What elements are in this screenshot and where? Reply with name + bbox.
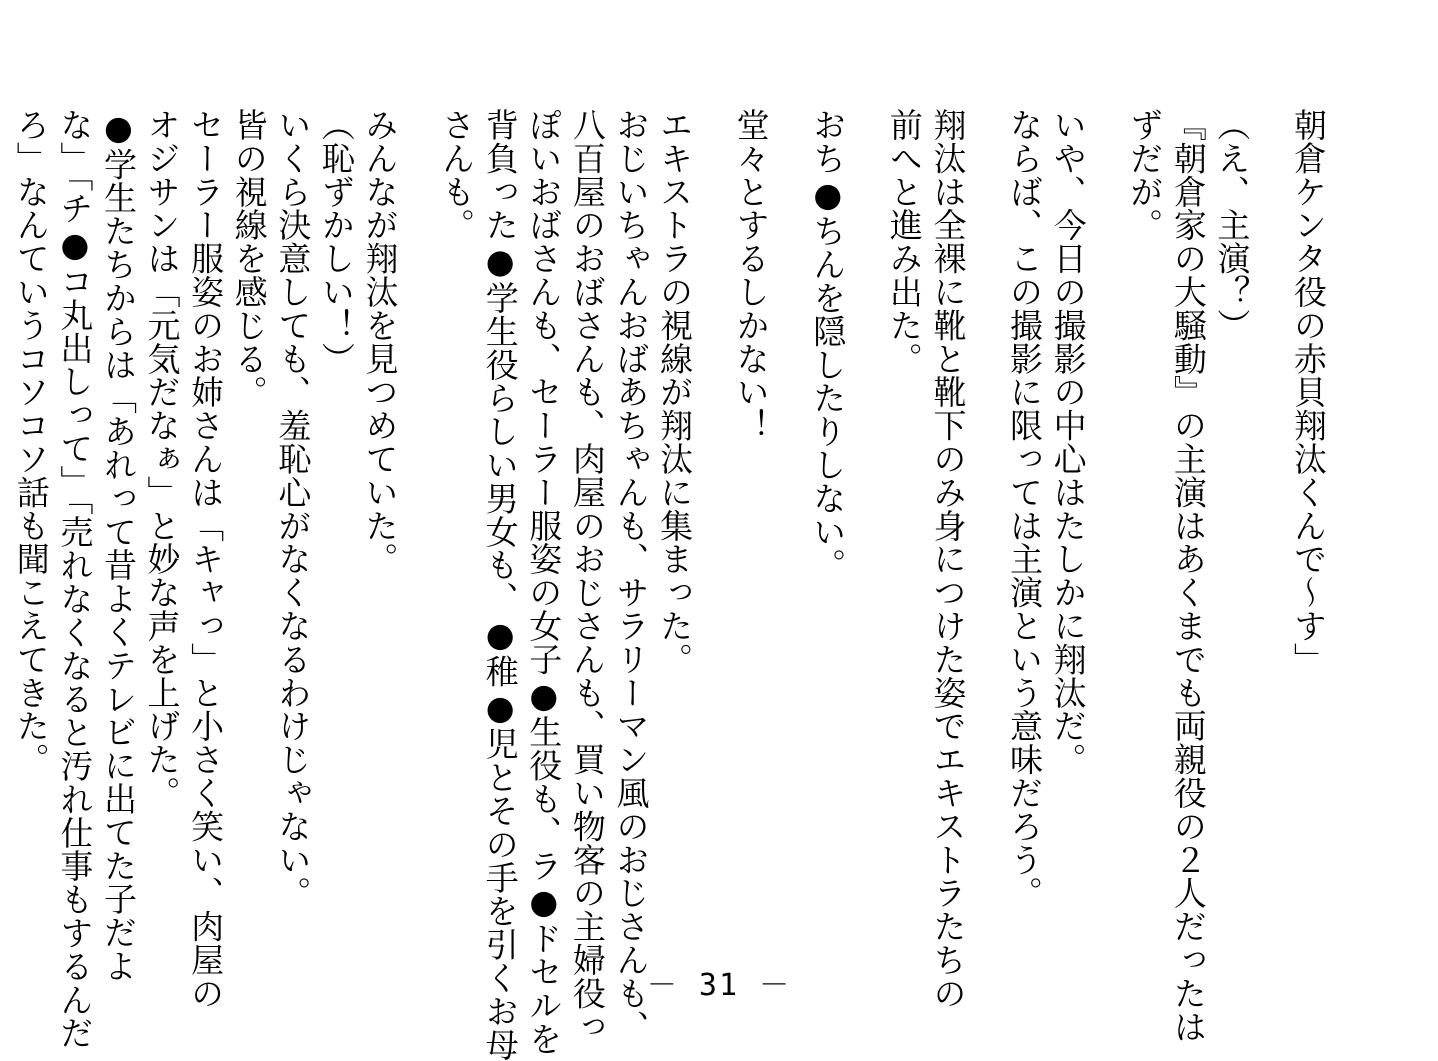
text-line: エキストラの視線が翔汰に集まった。 [655, 108, 695, 676]
text-line: ろ」なんていうコソコソ話も聞こえてきた。 [11, 108, 51, 776]
text-line: セーラー服姿のお姉さんは「キャっ」と小さく笑い、肉屋の [186, 108, 226, 1010]
text-line: 皆の視線を感じる。 [229, 108, 269, 409]
text-line [0, 108, 9, 928]
text-line: な」「チ●コ丸出しって」「売れなくなると汚れ仕事もするんだ [55, 108, 95, 1050]
text-line: 八百屋のおばさんも、肉屋のおじさんも、買い物客の主婦役っ [567, 108, 607, 1044]
text-line: 堂々とするしかない！ [731, 108, 771, 442]
text-line: さんも。 [437, 108, 477, 242]
text-line: 翔汰は全裸に靴と靴下のみ身につけた姿でエキストラたちの [928, 108, 968, 1010]
text-line: 『朝倉家の大騒動』の主演はあくまでも両親役の２人だったは [1168, 108, 1208, 1044]
text-line: 前へと進み出た。 [884, 108, 924, 376]
text-line: いや、今日の撮影の中心はたしかに翔汰だ。 [1048, 108, 1088, 776]
text-line: （え、主演？） [1212, 108, 1252, 342]
text-line: （恥ずかしい！） [316, 108, 356, 376]
text-line: おじいちゃんおばあちゃんも、サラリーマン風のおじさんも、 [611, 108, 651, 1044]
text-line: 背負った●学生役らしい男女も、●稚●児とその手を引くお母 [480, 108, 520, 1061]
text-line: ならば、この撮影に限っては主演という意味だろう。 [1005, 108, 1045, 910]
page-number: － 31 － [646, 968, 792, 1003]
text-line: いくら決意しても、羞恥心がなくなるわけじゃない。 [273, 108, 313, 910]
text-line: ぽいおばさんも、セーラー服姿の女子●生役も、ラ●ドセルを [524, 108, 564, 1056]
text-line: みんなが翔汰を見つめていた。 [360, 108, 400, 576]
text-line: おち●ちんを隠したりしない。 [808, 108, 848, 582]
text-line: ●学生たちからは「あれって昔よくテレビに出てた子だよ [98, 108, 138, 983]
text-line: 朝倉ケンタ役の赤貝翔汰くんで～す」 [1289, 108, 1328, 676]
text-line: ずだが。 [1125, 108, 1165, 242]
text-line: オジサンは「元気だなぁ」と妙な声を上げた。 [142, 108, 182, 810]
